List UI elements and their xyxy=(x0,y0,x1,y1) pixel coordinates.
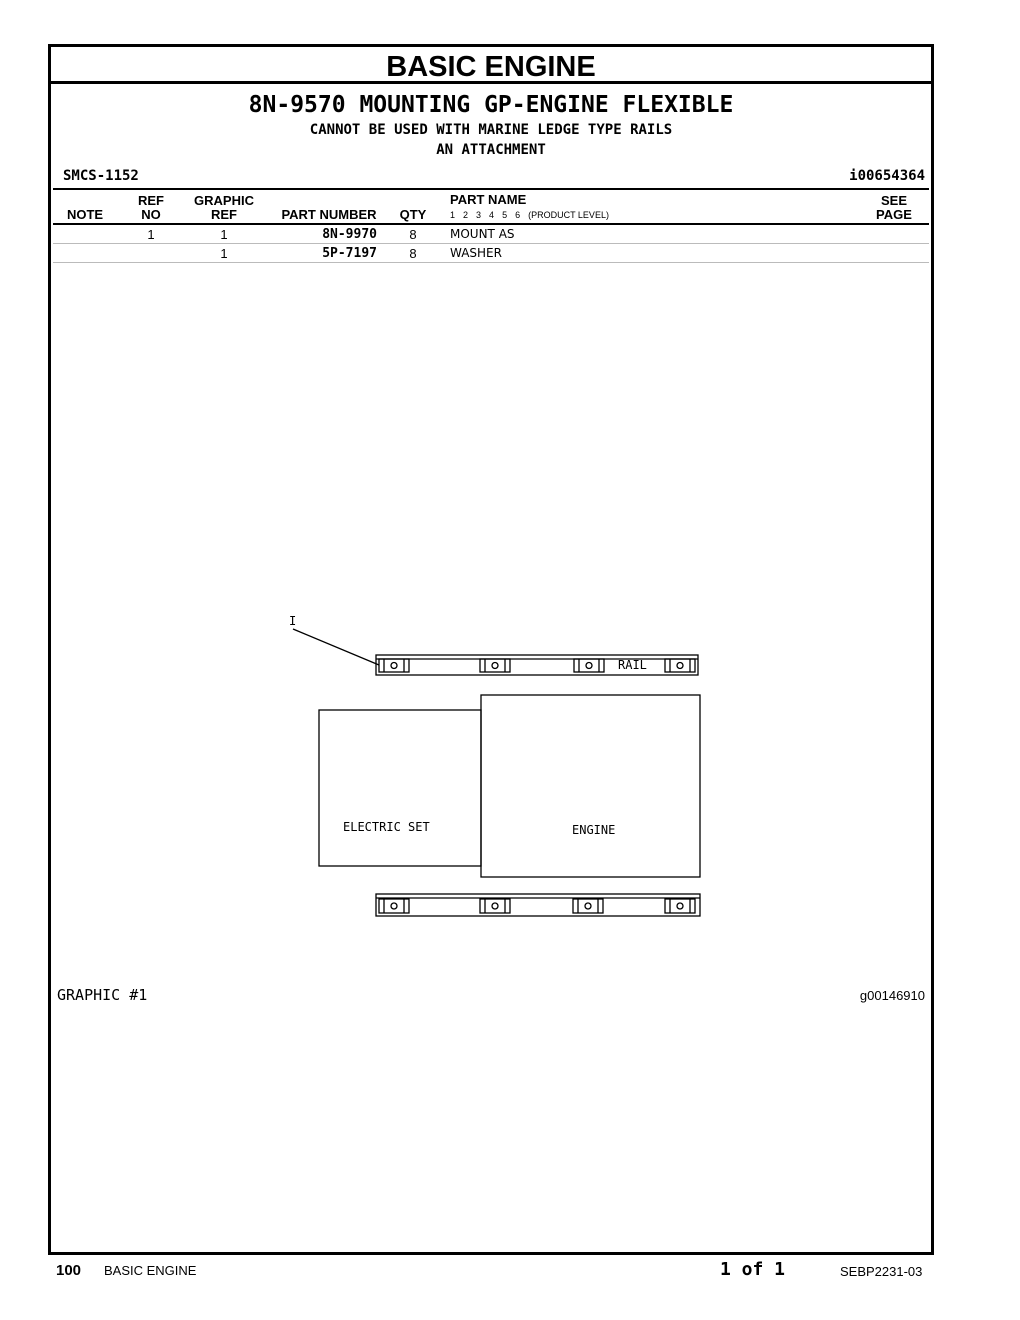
rail-label: RAIL xyxy=(618,658,647,672)
footer-page-number: 100 xyxy=(56,1262,82,1279)
product-level-2: 2 xyxy=(463,210,469,220)
graphic-label: GRAPHIC #1 xyxy=(57,986,148,1004)
smcs-code: SMCS-1152 xyxy=(63,168,139,184)
mount-icon xyxy=(573,899,603,913)
cell-part-name: MOUNT AS xyxy=(450,227,515,241)
product-level-5: 5 xyxy=(502,210,508,220)
subtitle-restriction: CANNOT BE USED WITH MARINE LEDGE TYPE RAILS xyxy=(309,122,673,138)
group-title: 8N-9570 MOUNTING GP-ENGINE FLEXIBLE xyxy=(248,92,734,118)
engine-label: ENGINE xyxy=(572,823,616,837)
col-note: NOTE xyxy=(66,207,104,222)
mount-icon xyxy=(480,659,510,672)
mount-icon xyxy=(379,899,409,913)
document-ident: i00654364 xyxy=(849,168,925,184)
cell-part-number: 5P-7197 xyxy=(322,246,377,261)
electric-set-label: ELECTRIC SET xyxy=(343,820,430,834)
col-part-name: PART NAME xyxy=(450,192,527,207)
parts-table xyxy=(53,188,929,263)
col-see-page-bottom: PAGE xyxy=(876,207,912,222)
cell-ref-no: 1 xyxy=(147,227,155,242)
engine-box xyxy=(481,695,700,877)
cell-graphic-ref: 1 xyxy=(220,246,228,261)
mount-icon xyxy=(480,899,510,913)
col-ref-no-bottom: NO xyxy=(141,207,161,222)
footer-section: BASIC ENGINE xyxy=(104,1263,197,1278)
bottom-rail xyxy=(376,894,700,916)
col-graphic-ref-bottom: REF xyxy=(211,207,237,222)
cell-part-name: WASHER xyxy=(450,246,502,260)
callout-leader xyxy=(293,629,379,665)
cell-graphic-ref: 1 xyxy=(220,227,228,242)
col-ref-no-top: REF xyxy=(138,193,164,208)
product-levels xyxy=(450,210,617,220)
cell-part-number: 8N-9970 xyxy=(322,227,377,242)
product-level-6: 6 xyxy=(515,210,521,220)
col-qty: QTY xyxy=(399,207,427,222)
table-header xyxy=(53,190,929,225)
page-frame xyxy=(48,44,934,1255)
graphic-id: g00146910 xyxy=(859,988,925,1003)
product-level-3: 3 xyxy=(476,210,482,220)
callout-number: I xyxy=(289,614,297,628)
cell-qty: 8 xyxy=(409,246,417,261)
col-see-page-top: SEE xyxy=(880,193,907,208)
mount-icon xyxy=(574,659,604,672)
mount-icon xyxy=(379,659,409,672)
cell-qty: 8 xyxy=(409,227,417,242)
product-level-label: (PRODUCT LEVEL) xyxy=(528,210,609,220)
product-level-1: 1 xyxy=(450,210,456,220)
table-row xyxy=(53,225,929,244)
table-row xyxy=(53,244,929,263)
col-part-number: PART NUMBER xyxy=(281,207,377,222)
footer-doc-number: SEBP2231-03 xyxy=(840,1264,923,1279)
electric-set-box xyxy=(319,710,481,866)
product-level-4: 4 xyxy=(489,210,495,220)
section-title: BASIC ENGINE xyxy=(51,47,931,84)
top-rail xyxy=(376,655,698,675)
mount-icon xyxy=(665,899,695,913)
mounting-illustration xyxy=(281,607,711,947)
col-graphic-ref-top: GRAPHIC xyxy=(194,193,254,208)
mount-icon xyxy=(665,659,695,672)
subtitle-attachment: AN ATTACHMENT xyxy=(436,142,546,158)
footer-page-count: 1 of 1 xyxy=(720,1259,786,1280)
